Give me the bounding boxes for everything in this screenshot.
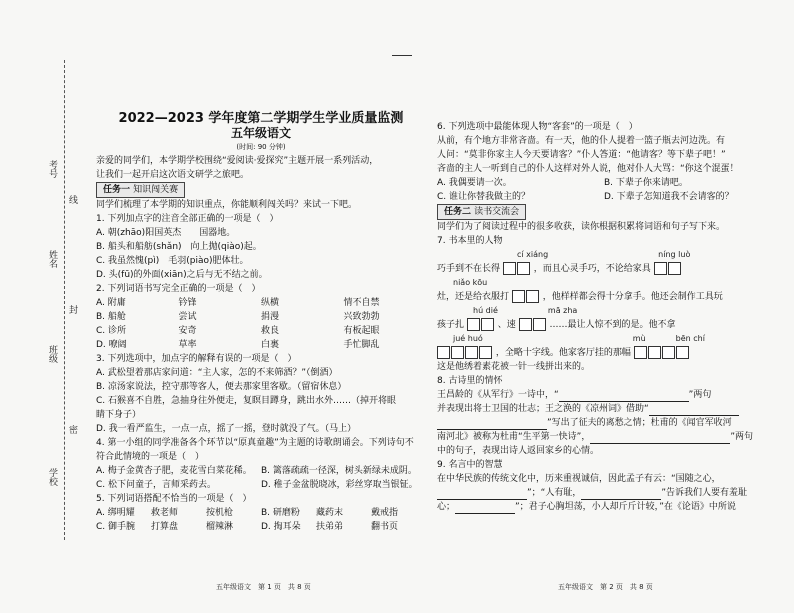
q3-c: C. 石猴喜不自胜，急抽身往外便走，复瞑目蹲身，跳出水外……（掉开将眼 <box>96 396 397 406</box>
q2-row: D. 嘹阔 草率 白裏 手忙脚乱 <box>96 340 380 350</box>
q1-b: B. 船头和船舫(shǎn) 向上抛(qiào)起。 <box>96 242 262 252</box>
pinyin: hú dié <box>473 306 498 315</box>
q9-text: 心； <box>437 502 456 512</box>
pinyin: mā zha <box>547 306 578 315</box>
q3-b: B. 凉汤家说法，控守那等客人，便去那家里客歇。（留宿休息） <box>96 382 347 392</box>
q9-p1: 在中华民族的传统文化中，历来重视诚信，因此孟子有云：“国随之心， <box>437 474 721 484</box>
label-kaohao: 考号 <box>47 160 57 178</box>
q1: 1. 下列加点字的注音全部正确的一项是（ ） <box>96 214 279 224</box>
q4-b: 符合此情境的一项是（ ） <box>96 452 205 462</box>
q6-row: A. 我偶要请一次。 B. 下辈子你来请吧。 <box>437 178 688 188</box>
label-xian: 线 <box>67 195 77 204</box>
q1-c: C. 我虽然愧(pì) 毛羽(piào)肥体壮。 <box>96 256 249 266</box>
answer-blank[interactable] <box>455 503 515 514</box>
label-name: 姓名 <box>47 250 57 268</box>
q1-d: D. 头(fū)的外面(xiān)之后与无不结之前。 <box>96 270 268 280</box>
answer-grid[interactable] <box>512 290 540 303</box>
q9-text: ”告诉我们人要有羞耻 <box>661 488 747 498</box>
q7-text: ，他样样都会得十分拿手。他还会制作工具玩 <box>542 292 723 302</box>
answer-blank[interactable] <box>437 489 527 500</box>
top-mark <box>392 55 412 56</box>
answer-blank[interactable] <box>559 391 689 402</box>
footer-page-2: 五年级语文 第 2 页 共 8 页 <box>558 583 653 591</box>
q3: 3. 下列选项中，加点字的解释有误的一项是（ ） <box>96 354 297 364</box>
q2-row: C. 诊所 安奇 救良 有板起眼 <box>96 326 380 336</box>
q7-l5: 这是他绣着素花被一针一线拼出来的。 <box>437 362 591 372</box>
binding-line <box>64 60 66 540</box>
answer-grid[interactable] <box>519 318 547 331</box>
q5-row: C. 御手腕 打算盘 榴辣淋 D. 掏耳朵 扶弟弟 翻书页 <box>96 522 399 532</box>
q7-text: 灶，还是给衣服打 <box>437 292 510 302</box>
q8-text: 南河北》被称为杜甫“生平第一快诗”， <box>437 432 591 442</box>
exam-time: (时间: 90 分钟) <box>236 143 286 151</box>
left-column <box>96 112 426 534</box>
answer-grid[interactable] <box>503 262 531 275</box>
q3-d: D. 我一看严监生，一点一点，摇了一摇，登时就没了气。（马上） <box>96 424 357 434</box>
q5-row: A. 绑明耀 救老师 按机枪 B. 研磨粉 藏药末 戴戒指 <box>96 508 399 518</box>
q6-p2: 人问：“莫非你家主人今天要请客？”仆人答道：“他请客？等下辈子吧！” <box>437 150 726 160</box>
answer-blank[interactable] <box>581 489 661 500</box>
task2-intro: 同学们为了阅读过程中的很多收获，读你根据积累将词语和句子写下来。 <box>437 222 726 232</box>
pinyin: niǎo kōu <box>453 278 488 287</box>
pinyin: jué huó <box>453 334 483 343</box>
q7-text: 孩子扎 <box>437 320 465 330</box>
answer-grid[interactable] <box>467 318 495 331</box>
answer-grid[interactable] <box>654 262 682 275</box>
q6-p3: 吝啬的主人一听到自己的仆人这样对外人说，他对仆人大骂：“你这个混蛋！ <box>437 164 739 174</box>
q7-text: 巧手到不在长得 <box>437 264 501 274</box>
q9-text: ”；君子心胸坦荡，小人却斤斤计较， <box>515 502 660 512</box>
exam-subtitle: 五年级语文 <box>230 126 291 140</box>
q2-row: B. 船舱 尝试 捐漫 兴致勃勃 <box>96 312 380 322</box>
q7-text: 、速 <box>497 320 516 330</box>
q4-row: A. 梅子金黄杏子肥，麦花雪白菜花稀。 B. 篱落疏疏一径深，树头新绿未成阴。 <box>96 466 417 476</box>
q9: 9. 名言中的智慧 <box>437 460 503 470</box>
task2-tag: 任务二 读书交流会 <box>437 204 526 220</box>
pinyin: níng luò <box>658 250 691 259</box>
intro-line-1: 亲爱的同学们，本学期学校围绕“爱阅读·爱探究”主题开展一系列活动， <box>96 156 379 166</box>
intro-line-2: 让我们一起开启这次语文研学之旅吧。 <box>96 170 250 180</box>
exam-title: 2022—2023 学年度第二学期学生学业质量监测 <box>118 111 404 126</box>
q2: 2. 下列词语书写完全正确的一项是（ ） <box>96 284 261 294</box>
footer-page-1: 五年级语文 第 1 页 共 8 页 <box>216 583 311 591</box>
q7-text: ，而且心灵手巧，不论给家具 <box>533 264 651 274</box>
q7: 7. 书本里的人物 <box>437 236 503 246</box>
answer-blank[interactable] <box>590 433 730 444</box>
q8-text: ”两句 <box>730 432 753 442</box>
q8-text: ”写出了征夫的离愁之情；杜甫的《闻官军收河 <box>547 418 732 428</box>
q5: 5. 下列词语搭配不恰当的一项是（ ） <box>96 494 252 504</box>
q6-p1: 从前，有个地方非常吝啬。有一天，他的仆人提着一篮子瓶去河边洗。有 <box>437 136 726 146</box>
q9-text: ”在《论语》中所说 <box>659 502 736 512</box>
pinyin: bēn chí <box>675 334 705 343</box>
q8-text: 王昌龄的《从军行》一诗中，“ <box>437 390 559 400</box>
q8-p5: 中的句子，表现出诗人返回家乡的心情。 <box>437 446 600 456</box>
q1-a: A. 朝(zhāo)阳国英杰 国器地。 <box>96 228 236 238</box>
q8-text: ”两句 <box>688 390 712 400</box>
label-mi: 密 <box>67 425 77 434</box>
q8-text: 并表现出将士卫国的壮志；王之涣的《凉州词》借助“ <box>437 404 649 414</box>
task1-tag: 任务一 知识闯关赛 <box>96 182 185 198</box>
q2-row: A. 附庸 钤锋 纵横 情不自禁 <box>96 298 380 308</box>
label-school: 学校 <box>47 468 57 486</box>
q7-text: ，全略十字线。他家客厅挂的那幅 <box>495 348 631 358</box>
q7-text: ……最让人惊不到的是。他不拿 <box>549 320 676 330</box>
label-class: 班级 <box>47 345 57 363</box>
label-feng: 封 <box>67 305 77 314</box>
pinyin: cí xiáng <box>517 250 549 259</box>
answer-grid[interactable] <box>634 346 690 359</box>
right-column <box>437 120 771 514</box>
answer-blank[interactable] <box>437 419 547 430</box>
q8: 8. 古诗里的情怀 <box>437 376 503 386</box>
q3-a: A. 武松望着那店家问道：“主人家，怎的不来筛酒？”（倒酒） <box>96 368 338 378</box>
answer-grid[interactable] <box>437 346 493 359</box>
q6: 6. 下列选项中最能体现人物“客套”的一项是（ ） <box>437 122 638 132</box>
q4-row: C. 松下问童子，言师采药去。 D. 稚子金盆脱晓冰，彩丝穿取当银钲。 <box>96 480 418 490</box>
answer-blank[interactable] <box>649 405 739 416</box>
task1-intro: 同学们梳理了本学期的知识重点，你能顺利闯关吗？来试一下吧。 <box>96 200 358 210</box>
q4: 4. 第一小组的同学准备各个环节以“原真童趣”为主题的诗歌朗诵会。下列诗句不 <box>96 438 414 448</box>
q3-c2: 睛下身子） <box>96 410 142 420</box>
q9-text: ”；“人有耻， <box>527 488 582 498</box>
q6-row: C. 谁让你替我做主的？ D. 下辈子怎知道我不会请客的？ <box>437 192 734 202</box>
pinyin: mù <box>632 334 646 343</box>
